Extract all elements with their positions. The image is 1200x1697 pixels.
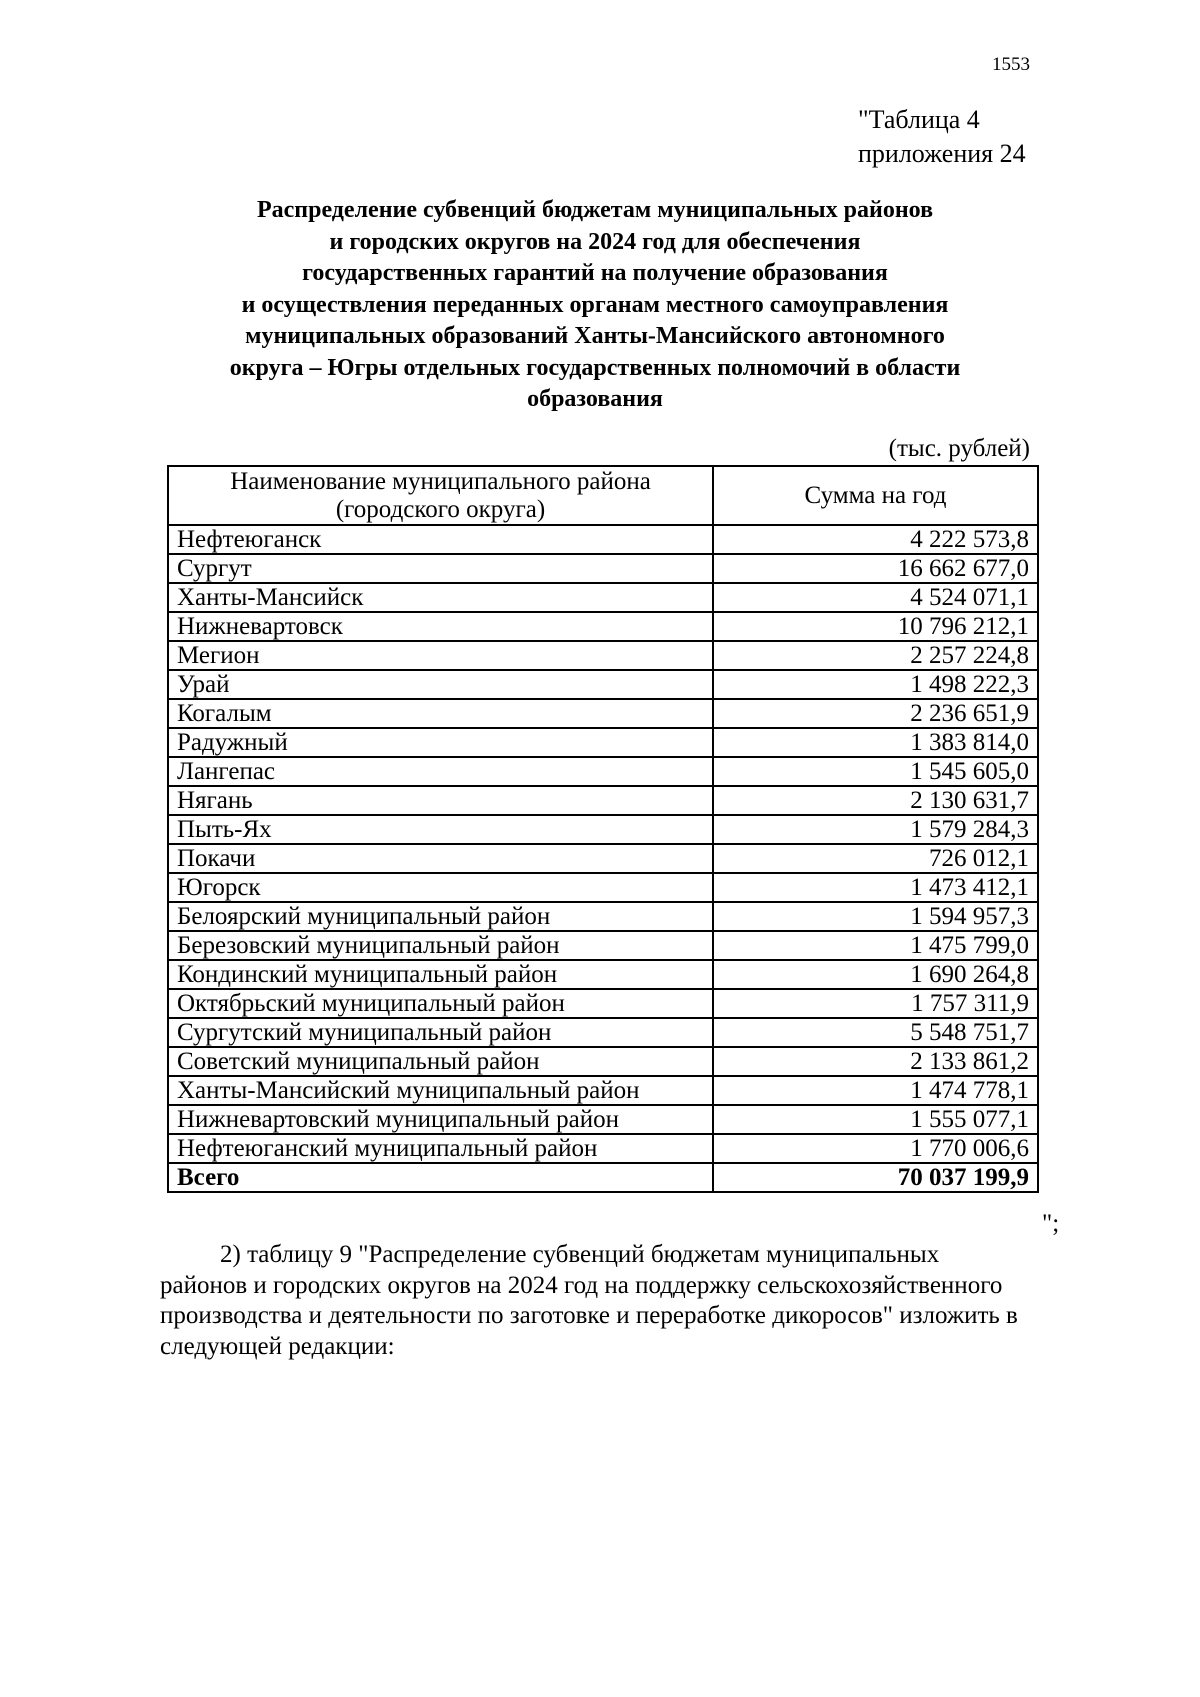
- total-label: Всего: [168, 1163, 713, 1192]
- annual-amount: 2 257 224,8: [713, 641, 1038, 670]
- title-line: Распределение субвенций бюджетам муниципальных районов: [256, 197, 934, 223]
- annual-amount: 1 474 778,1: [713, 1076, 1038, 1105]
- table-row: [168, 757, 1038, 786]
- title-line: государственных гарантий на получение образования: [302, 260, 888, 286]
- annex-appendix-label: приложения 24: [858, 139, 1026, 168]
- annual-amount: 1 594 957,3: [713, 902, 1038, 931]
- municipality-name: Березовский муниципальный район: [168, 931, 713, 960]
- table-row: [168, 728, 1038, 757]
- table-row: [168, 815, 1038, 844]
- title-line: округа – Югры отдельных государственных полномочий в области: [229, 354, 961, 381]
- column-header-amount: Сумма на год: [713, 466, 1038, 525]
- annual-amount: 1 770 006,6: [713, 1134, 1038, 1163]
- municipality-name: Когалым: [168, 699, 713, 728]
- municipality-name: Пыть-Ях: [168, 815, 713, 844]
- column-header-name-line1: Наименование муниципального района: [230, 467, 651, 495]
- annual-amount: 1 498 222,3: [713, 670, 1038, 699]
- municipality-name: Мегион: [168, 641, 713, 670]
- table-row: [168, 583, 1038, 612]
- table-row: [168, 554, 1038, 583]
- total-amount: 70 037 199,9: [713, 1163, 1038, 1192]
- table-row: [168, 844, 1038, 873]
- annual-amount: 16 662 677,0: [713, 554, 1038, 583]
- annual-amount: 4 222 573,8: [713, 525, 1038, 554]
- municipality-name: Сургут: [168, 554, 713, 583]
- annual-amount: 1 555 077,1: [713, 1105, 1038, 1134]
- municipality-name: Октябрьский муниципальный район: [168, 989, 713, 1018]
- closing-quote-mark: ";: [1042, 1210, 1060, 1237]
- annual-amount: 10 796 212,1: [713, 612, 1038, 641]
- annual-amount: 2 130 631,7: [713, 786, 1038, 815]
- table-row: [168, 1076, 1038, 1105]
- municipality-name: Нижневартовский муниципальный район: [168, 1105, 713, 1134]
- table-body: [168, 525, 1038, 1192]
- municipality-name: Нижневартовск: [168, 612, 713, 641]
- municipality-name: Ханты-Мансийский муниципальный район: [168, 1076, 713, 1105]
- annual-amount: 2 133 861,2: [713, 1047, 1038, 1076]
- annual-amount: 1 690 264,8: [713, 960, 1038, 989]
- table-row: [168, 1018, 1038, 1047]
- municipality-name: Кондинский муниципальный район: [168, 960, 713, 989]
- paragraph-line: следующей редакции:: [160, 1332, 395, 1360]
- table-row: [168, 902, 1038, 931]
- title-line: и осуществления переданных органам местного самоуправления: [241, 291, 949, 318]
- municipality-name: Нефтеюганский муниципальный район: [168, 1134, 713, 1163]
- annual-amount: 726 012,1: [713, 844, 1038, 873]
- table-row: [168, 989, 1038, 1018]
- title-line: и городских округов на 2024 год для обеспечения: [329, 228, 861, 255]
- annual-amount: 1 473 412,1: [713, 873, 1038, 902]
- municipality-name: Покачи: [168, 844, 713, 873]
- annex-reference: [858, 103, 1026, 171]
- annual-amount: 1 545 605,0: [713, 757, 1038, 786]
- annual-amount: 2 236 651,9: [713, 699, 1038, 728]
- municipality-name: Радужный: [168, 728, 713, 757]
- municipality-name: Югорск: [168, 873, 713, 902]
- table-row: [168, 1134, 1038, 1163]
- table-row: [168, 786, 1038, 815]
- annex-table-label: "Таблица 4: [858, 105, 980, 134]
- annual-amount: 4 524 071,1: [713, 583, 1038, 612]
- paragraph-line: районов и городских округов на 2024 год на поддержку сельскохозяйственного: [160, 1271, 1003, 1299]
- municipality-name: Сургутский муниципальный район: [168, 1018, 713, 1047]
- table-row: [168, 1047, 1038, 1076]
- municipality-name: Советский муниципальный район: [168, 1047, 713, 1076]
- table-row: [168, 1105, 1038, 1134]
- table-row: [168, 931, 1038, 960]
- municipality-name: Нягань: [168, 786, 713, 815]
- table-header-row: [168, 466, 1038, 525]
- municipality-name: Нефтеюганск: [168, 525, 713, 554]
- paragraph-line: производства и деятельности по заготовке и переработке дикоросов" изложить в: [160, 1302, 1018, 1330]
- units-label: (тыс. рублей): [888, 435, 1030, 462]
- annual-amount: 1 475 799,0: [713, 931, 1038, 960]
- table-row: [168, 873, 1038, 902]
- document-title: [170, 195, 1020, 416]
- page-number: 1553: [992, 54, 1030, 75]
- municipality-name: Урай: [168, 670, 713, 699]
- annual-amount: 1 757 311,9: [713, 989, 1038, 1018]
- title-line: образования: [527, 386, 663, 412]
- column-header-name-line2: (городского округа): [335, 495, 546, 523]
- table-row: [168, 612, 1038, 641]
- column-header-name: [168, 466, 713, 525]
- annual-amount: 5 548 751,7: [713, 1018, 1038, 1047]
- municipality-name: Лангепас: [168, 757, 713, 786]
- annual-amount: 1 383 814,0: [713, 728, 1038, 757]
- total-row: [168, 1163, 1038, 1192]
- municipality-name: Ханты-Мансийск: [168, 583, 713, 612]
- title-line: муниципальных образований Ханты-Мансийского автономного: [245, 323, 945, 349]
- subvention-table: [167, 465, 1039, 1193]
- table-row: [168, 960, 1038, 989]
- amendment-paragraph: [160, 1240, 1030, 1362]
- table-row: [168, 525, 1038, 554]
- annual-amount: 1 579 284,3: [713, 815, 1038, 844]
- table-row: [168, 670, 1038, 699]
- table-row: [168, 641, 1038, 670]
- paragraph-line: 2) таблицу 9 "Распределение субвенций бюджетам муниципальных: [220, 1241, 940, 1268]
- table-row: [168, 699, 1038, 728]
- municipality-name: Белоярский муниципальный район: [168, 902, 713, 931]
